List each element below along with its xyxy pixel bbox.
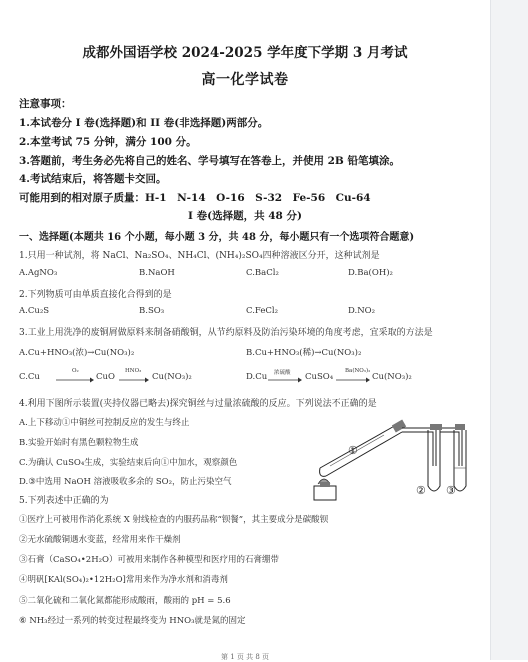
q5-item-6: ⑥ NH₃经过一系列的转变过程最终变为 HNO₃就是氮的固定 — [19, 616, 246, 626]
q2-option-b: B.SO₃ — [139, 306, 165, 316]
q4-option-a: A.上下移动①中铜丝可控制反应的发生与终止 — [19, 418, 190, 428]
notice-item-2: 2.本堂考试 75 分钟，满分 100 分。 — [19, 136, 197, 148]
notice-item-1: 1.本试卷分 I 卷(选择题)和 II 卷(非选择题)两部分。 — [19, 117, 269, 129]
q3-option-d-arrow2 — [336, 377, 370, 383]
q3-option-c-prefix: C.Cu — [19, 372, 40, 382]
exam-title: 成都外国语学校 2024-2025 学年度下学期 3 月考试 — [82, 45, 408, 61]
notice-item-3: 3.答题前，考生务必先将自己的姓名、学号填写在答卷上，并使用 2B 铅笔填涂。 — [19, 155, 400, 167]
figure-label-1: ① — [348, 444, 358, 457]
q5-item-4: ④明矾[KAl(SO₄)₂•12H₂O]常用来作为净水剂和消毒剂 — [19, 575, 228, 585]
section-heading: 一、选择题(本题共 16 个小题，每小题 3 分，共 48 分，每小题只有一个选项符合题意) — [19, 232, 415, 243]
apparatus-figure — [298, 408, 473, 508]
q4-stem: 4.利用下图所示装置(夹持仪器已略去)探究铜丝与过量浓硫酸的反应。下列说法不正确的是 — [19, 399, 377, 409]
figure-label-3: ③ — [446, 484, 456, 497]
q5-item-2: ②无水硫酸铜遇水变蓝，经常用来作干燥剂 — [19, 535, 181, 545]
q5-item-3: ③石膏（CaSO₄•2H₂O）可被用来制作各种模型和医疗用的石膏绷带 — [19, 555, 279, 565]
q4-option-c: C.为确认 CuSO₄生成，实验结束后向①中加水，观察颜色 — [19, 458, 238, 468]
atomic-masses: 可能用到的相对原子质量：H-1 N-14 O-16 S-32 Fe-56 Cu-64 — [19, 192, 371, 204]
viewer-side-gutter — [490, 0, 528, 660]
q3-option-d-arrow1 — [268, 377, 302, 383]
q3-option-c-arrow2-label: HNO₃ — [125, 368, 142, 374]
test-tube-3 — [454, 424, 466, 491]
q3-option-d-arrow2-label: Ba(NO₃)₂ — [345, 368, 371, 374]
figure-label-2: ② — [416, 484, 426, 497]
q3-option-b: B.Cu+HNO₃(稀)→Cu(NO₃)₂ — [246, 348, 362, 358]
q2-option-c: C.FeCl₂ — [246, 306, 278, 316]
q1-stem: 1.只用一种试剂，将 NaCl、Na₂SO₄、NH₄Cl、(NH₄)₂SO₄四种溶液区分开，这种试剂是 — [19, 251, 380, 261]
q4-option-d: D.③中选用 NaOH 溶液吸收多余的 SO₂，防止污染空气 — [19, 477, 232, 487]
q5-item-1: ①医疗上可被用作消化系统 X 射线检查的内服药品称“钡餐”，其主要成分是碳酸钡 — [19, 515, 329, 525]
q5-item-5: ⑤二氧化硫和二氧化氮都能形成酸雨，酸雨的 pH = 5.6 — [19, 596, 231, 606]
notice-heading: 注意事项： — [19, 98, 72, 110]
q3-option-c-mid: CuO — [96, 372, 115, 382]
q1-option-a: A.AgNO₃ — [19, 268, 58, 278]
q3-option-d-end: Cu(NO₃)₂ — [372, 372, 412, 382]
q3-option-c-end: Cu(NO₃)₂ — [152, 372, 192, 382]
q3-option-c-arrow2 — [119, 377, 149, 383]
q2-option-a: A.Cu₂S — [19, 306, 50, 316]
q5-stem: 5.下列表述中正确的为 — [19, 496, 109, 506]
test-tube-1 — [320, 420, 407, 477]
q3-option-d-prefix: D.Cu — [246, 372, 268, 382]
q1-option-b: B.NaOH — [139, 268, 175, 278]
test-tube-2 — [428, 424, 442, 491]
volume-title: I 卷(选择题，共 48 分) — [188, 210, 302, 222]
exam-subtitle: 高一化学试卷 — [201, 72, 289, 88]
q3-option-d-mid: CuSO₄ — [305, 372, 334, 382]
page-footer: 第 1 页 共 8 页 — [220, 653, 270, 661]
alcohol-lamp — [314, 479, 336, 500]
q3-option-c-arrow1-label: O₂ — [72, 368, 79, 374]
q3-stem: 3.工业上用洗净的废铜屑做原料来制备硝酸铜，从节约原料及防治污染环境的角度考虑，宜采取的方法是 — [19, 328, 433, 338]
q4-option-b: B.实验开始时有黑色颗粒物生成 — [19, 438, 139, 448]
q1-option-d: D.Ba(OH)₂ — [348, 268, 393, 278]
q3-option-c-arrow1 — [56, 377, 94, 383]
q1-option-c: C.BaCl₂ — [246, 268, 279, 278]
q3-option-d-arrow1-label: 浓硫酸 — [274, 370, 291, 376]
q2-option-d: D.NO₂ — [348, 306, 376, 316]
q2-stem: 2.下列物质可由单质直接化合得到的是 — [19, 290, 172, 300]
notice-item-4: 4.考试结束后，将答题卡交回。 — [19, 173, 167, 185]
q3-option-a: A.Cu+HNO₃(浓)→Cu(NO₃)₂ — [19, 348, 135, 358]
